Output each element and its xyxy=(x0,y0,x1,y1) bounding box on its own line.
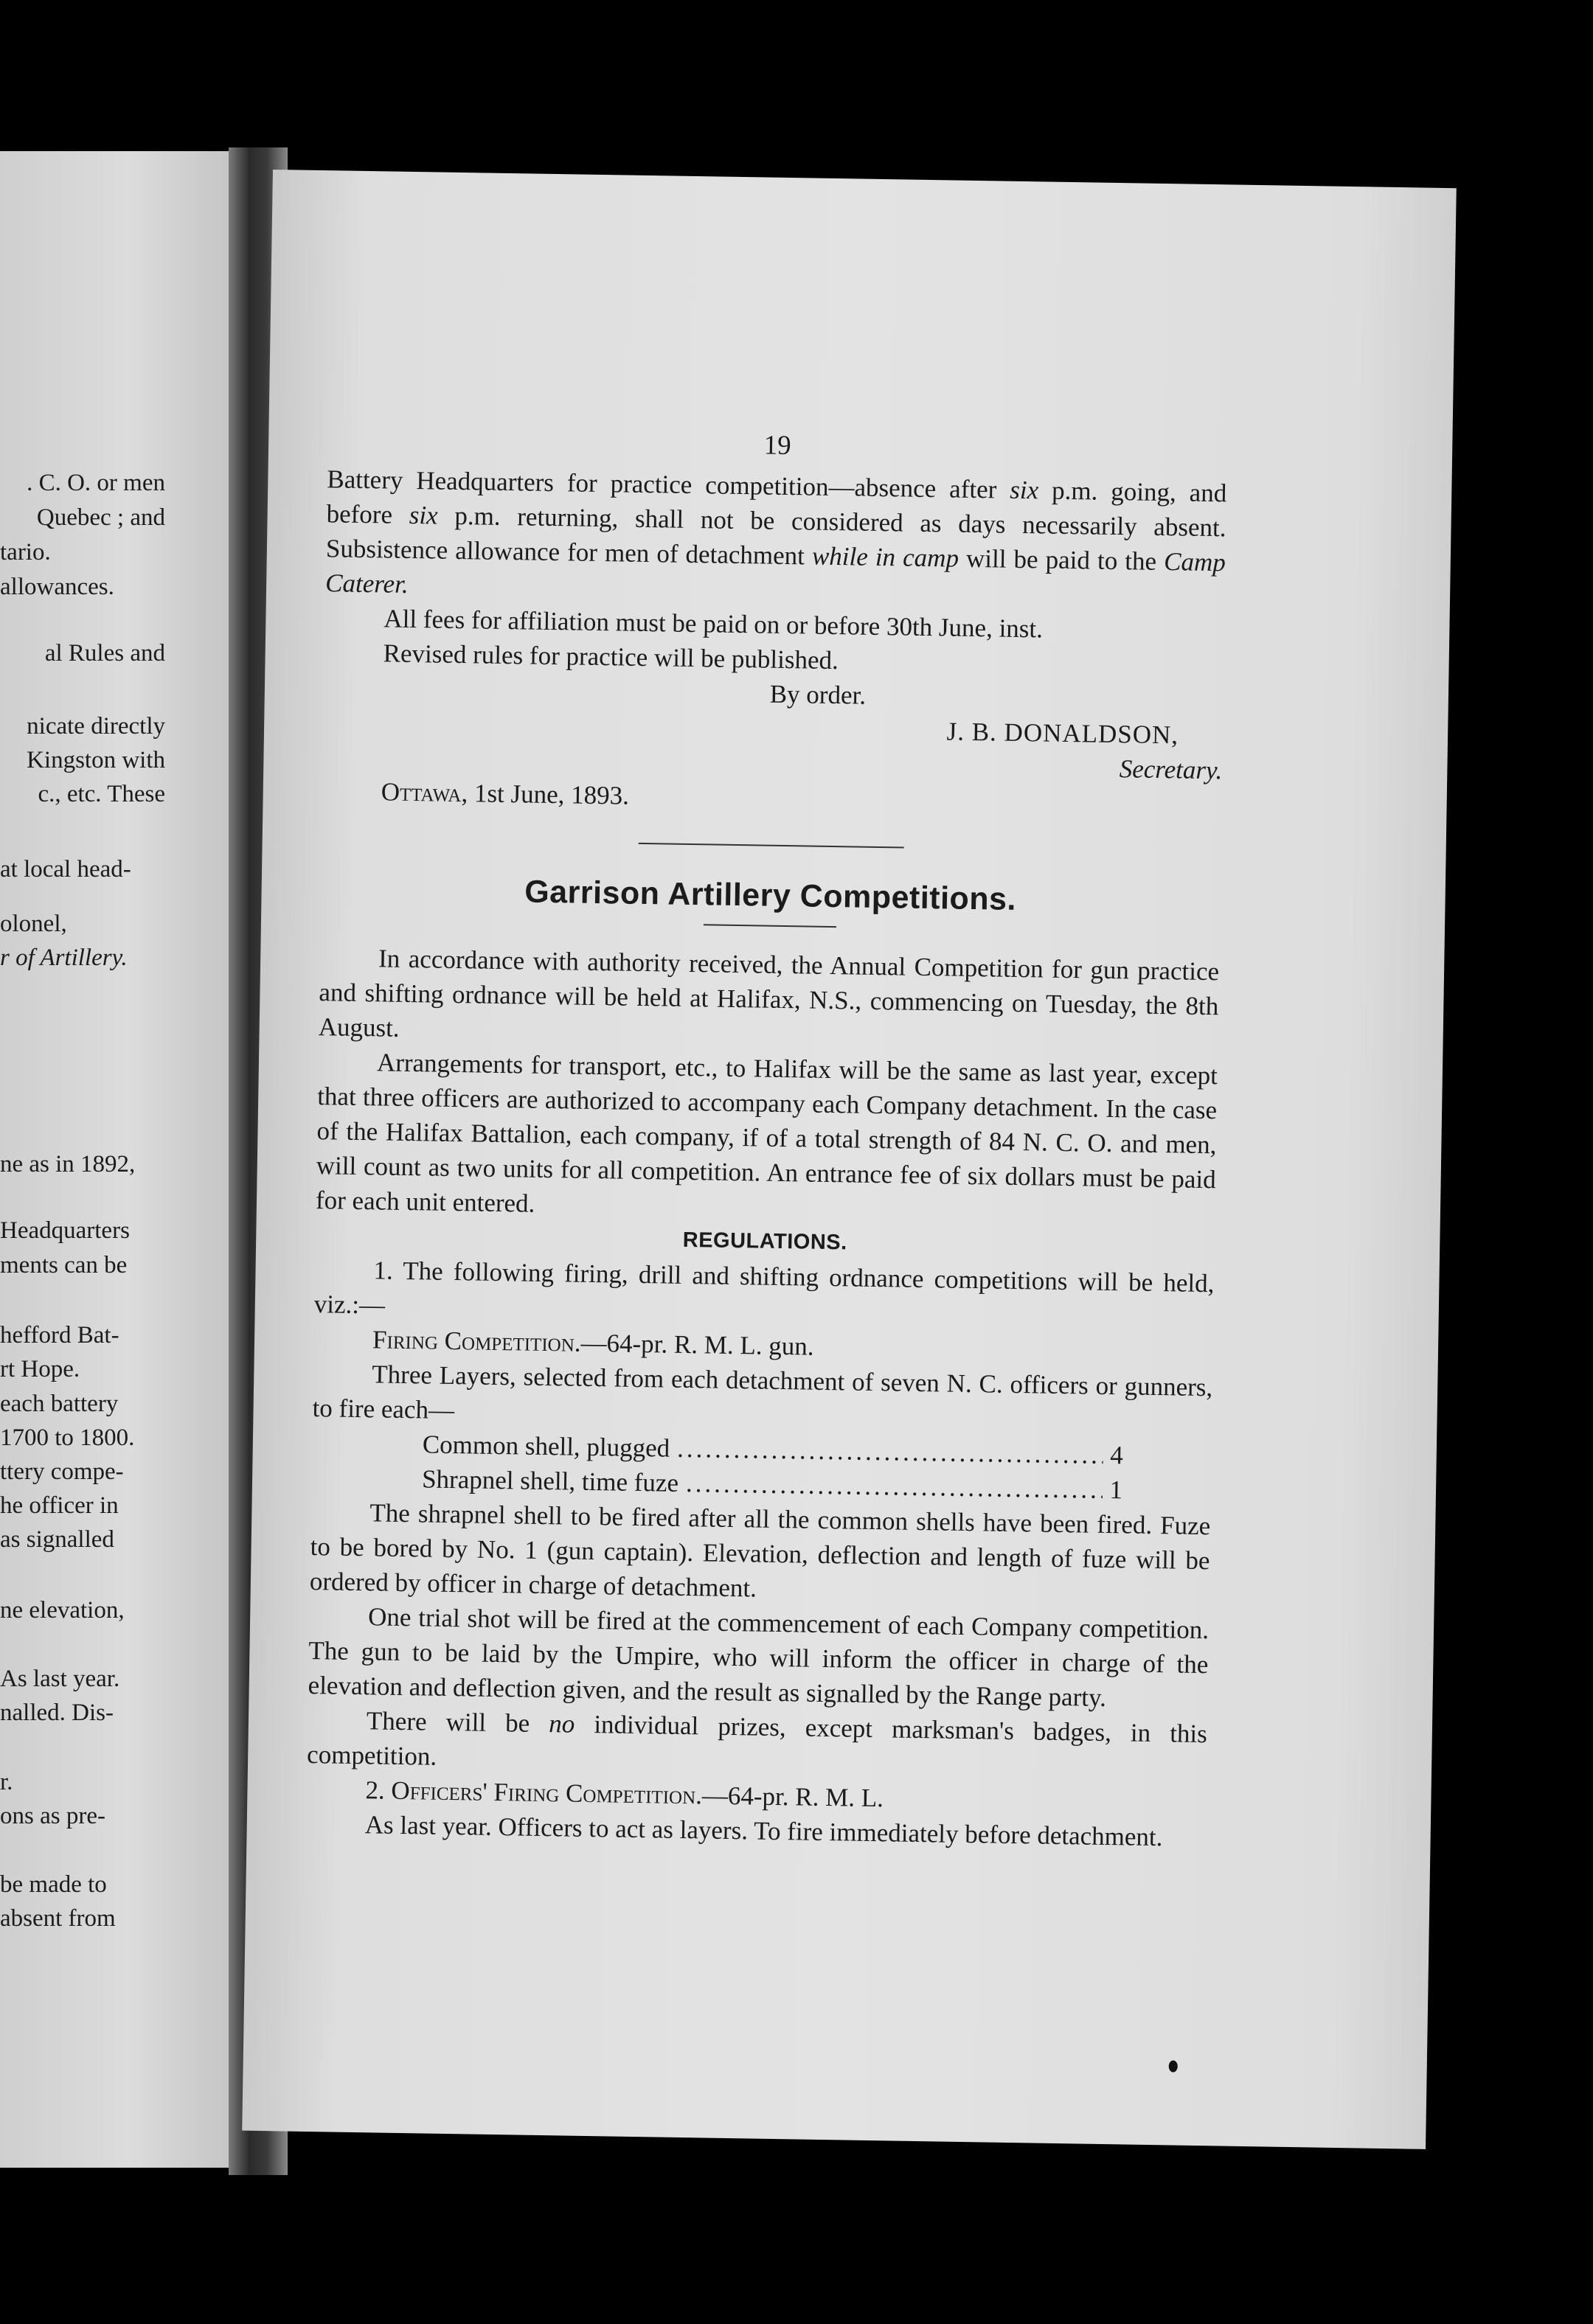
left-page-fragment: tario. xyxy=(0,539,51,566)
page-number: 19 xyxy=(763,430,792,462)
signatory-title: Secretary. xyxy=(1119,754,1223,785)
left-page-fragment: c., etc. These xyxy=(38,781,165,807)
dateline: Ottawa, 1st June, 1893. xyxy=(381,777,630,810)
prizes-paragraph: There will be no individual prizes, except marksman's badges, in this competition. xyxy=(306,1706,1208,1771)
left-page-fragment: Kingston with xyxy=(27,747,165,773)
layers-paragraph: Three Layers, selected from each detachment of seven N. C. officers or gunners, to fire each— xyxy=(312,1360,1213,1425)
left-page-fragment: al Rules and xyxy=(44,640,165,667)
left-page-fragment: each battery xyxy=(0,1391,119,1417)
section-divider xyxy=(639,843,904,849)
ink-mark xyxy=(1169,2060,1178,2072)
left-page-fragment: . C. O. or men xyxy=(27,470,165,496)
left-page-fragment: ons as pre- xyxy=(0,1803,105,1829)
left-page-fragment: As last year. xyxy=(0,1666,120,1692)
regulation-2-text: As last year. Officers to act as layers. To fire immediately before detachment. xyxy=(364,1810,1163,1852)
left-page-fragment: ttery compe- xyxy=(0,1458,124,1485)
left-page-fragment: r. xyxy=(0,1769,13,1795)
left-page-fragment: nicate directly xyxy=(27,713,165,740)
left-page-fragment: Quebec ; and xyxy=(36,504,165,531)
left-facing-page xyxy=(0,151,236,2168)
continuation-paragraph: Battery Headquarters for practice competition—absence after six p.m. going, and before six p.m. returning, shall not be considered as days necessarily absent. Subsistence allowance for men of detachment while in camp will be paid to the Camp Caterer. xyxy=(324,465,1227,599)
left-page-fragment: r of Artillery. xyxy=(0,944,128,971)
signatory-name: J. B. DONALDSON, xyxy=(946,717,1179,750)
trial-shot-paragraph: One trial shot will be fired at the commencement of each Company competition. The gun to be laid by the Umpire, who will inform the officer in charge of the elevation and deflection given, and the result as signalled by the Range party. xyxy=(308,1602,1210,1713)
left-page-fragment: Headquarters xyxy=(0,1217,130,1244)
left-page-fragment: hefford Bat- xyxy=(0,1322,119,1349)
regulation-2: 2. Officers' Firing Competition.—64-pr. R. M. L. xyxy=(365,1775,884,1813)
left-page-fragment: ne elevation, xyxy=(0,1597,125,1624)
regulation-1: 1. The following firing, drill and shifting ordnance competitions will be held, viz.:— xyxy=(313,1256,1215,1320)
left-page-fragment: ne as in 1892, xyxy=(0,1151,136,1177)
shrapnel-paragraph: The shrapnel shell to be fired after all the common shells have been fired. Fuze to be bored by No. 1 (gun captain). Elevation, deflection and length of fuze will be ordered by officer in charge of detachment. xyxy=(309,1498,1211,1603)
by-order: By order. xyxy=(769,679,867,710)
left-page-fragment: nalled. Dis- xyxy=(0,1699,114,1726)
left-page-fragment: be made to xyxy=(0,1871,107,1898)
section-title: Garrison Artillery Competitions. xyxy=(524,874,1017,917)
fees-paragraph: All fees for affiliation must be paid on or before 30th June, inst. xyxy=(384,604,1044,644)
left-page-fragment: olonel, xyxy=(0,911,67,937)
main-page xyxy=(242,170,1457,2149)
left-page-fragment: rt Hope. xyxy=(0,1356,80,1382)
title-underline xyxy=(704,924,836,928)
left-page-fragment: he officer in xyxy=(0,1492,119,1519)
left-page-fragment: at local head- xyxy=(0,856,131,883)
intro-paragraph: Arrangements for transport, etc., to Halifax will be the same as last year, except that three officers are authorized to accompany each Company detachment. In the case of the Halifax Battalion, each company, if of a total strength of 84 N. C. O. and men, will count as two units for all competition. An entrance fee of six dollars must be paid for each unit entered. xyxy=(315,1048,1218,1218)
left-page-fragment: absent from xyxy=(0,1905,116,1932)
intro-paragraph: In accordance with authority received, the Annual Competition for gun practice and shifting ordnance will be held at Halifax, N.S., commencing on Tuesday, the 8th August. xyxy=(318,944,1220,1043)
ammunition-item: Common shell, plugged ..... 4 xyxy=(312,1425,1212,1474)
left-page-fragment: allowances. xyxy=(0,574,114,600)
revised-rules-paragraph: Revised rules for practice will be published. xyxy=(383,639,839,675)
left-page-fragment: as signalled xyxy=(0,1526,114,1553)
left-page-fragment: 1700 to 1800. xyxy=(0,1424,135,1451)
ammunition-item: Shrapnel shell, time fuze ..... 1 xyxy=(311,1460,1212,1509)
firing-competition: Firing Competition.—64-pr. R. M. L. gun. xyxy=(372,1325,814,1361)
regulations-heading: REGULATIONS. xyxy=(682,1228,847,1255)
text-column xyxy=(305,421,1227,1855)
left-page-fragment: ments can be xyxy=(0,1252,128,1278)
